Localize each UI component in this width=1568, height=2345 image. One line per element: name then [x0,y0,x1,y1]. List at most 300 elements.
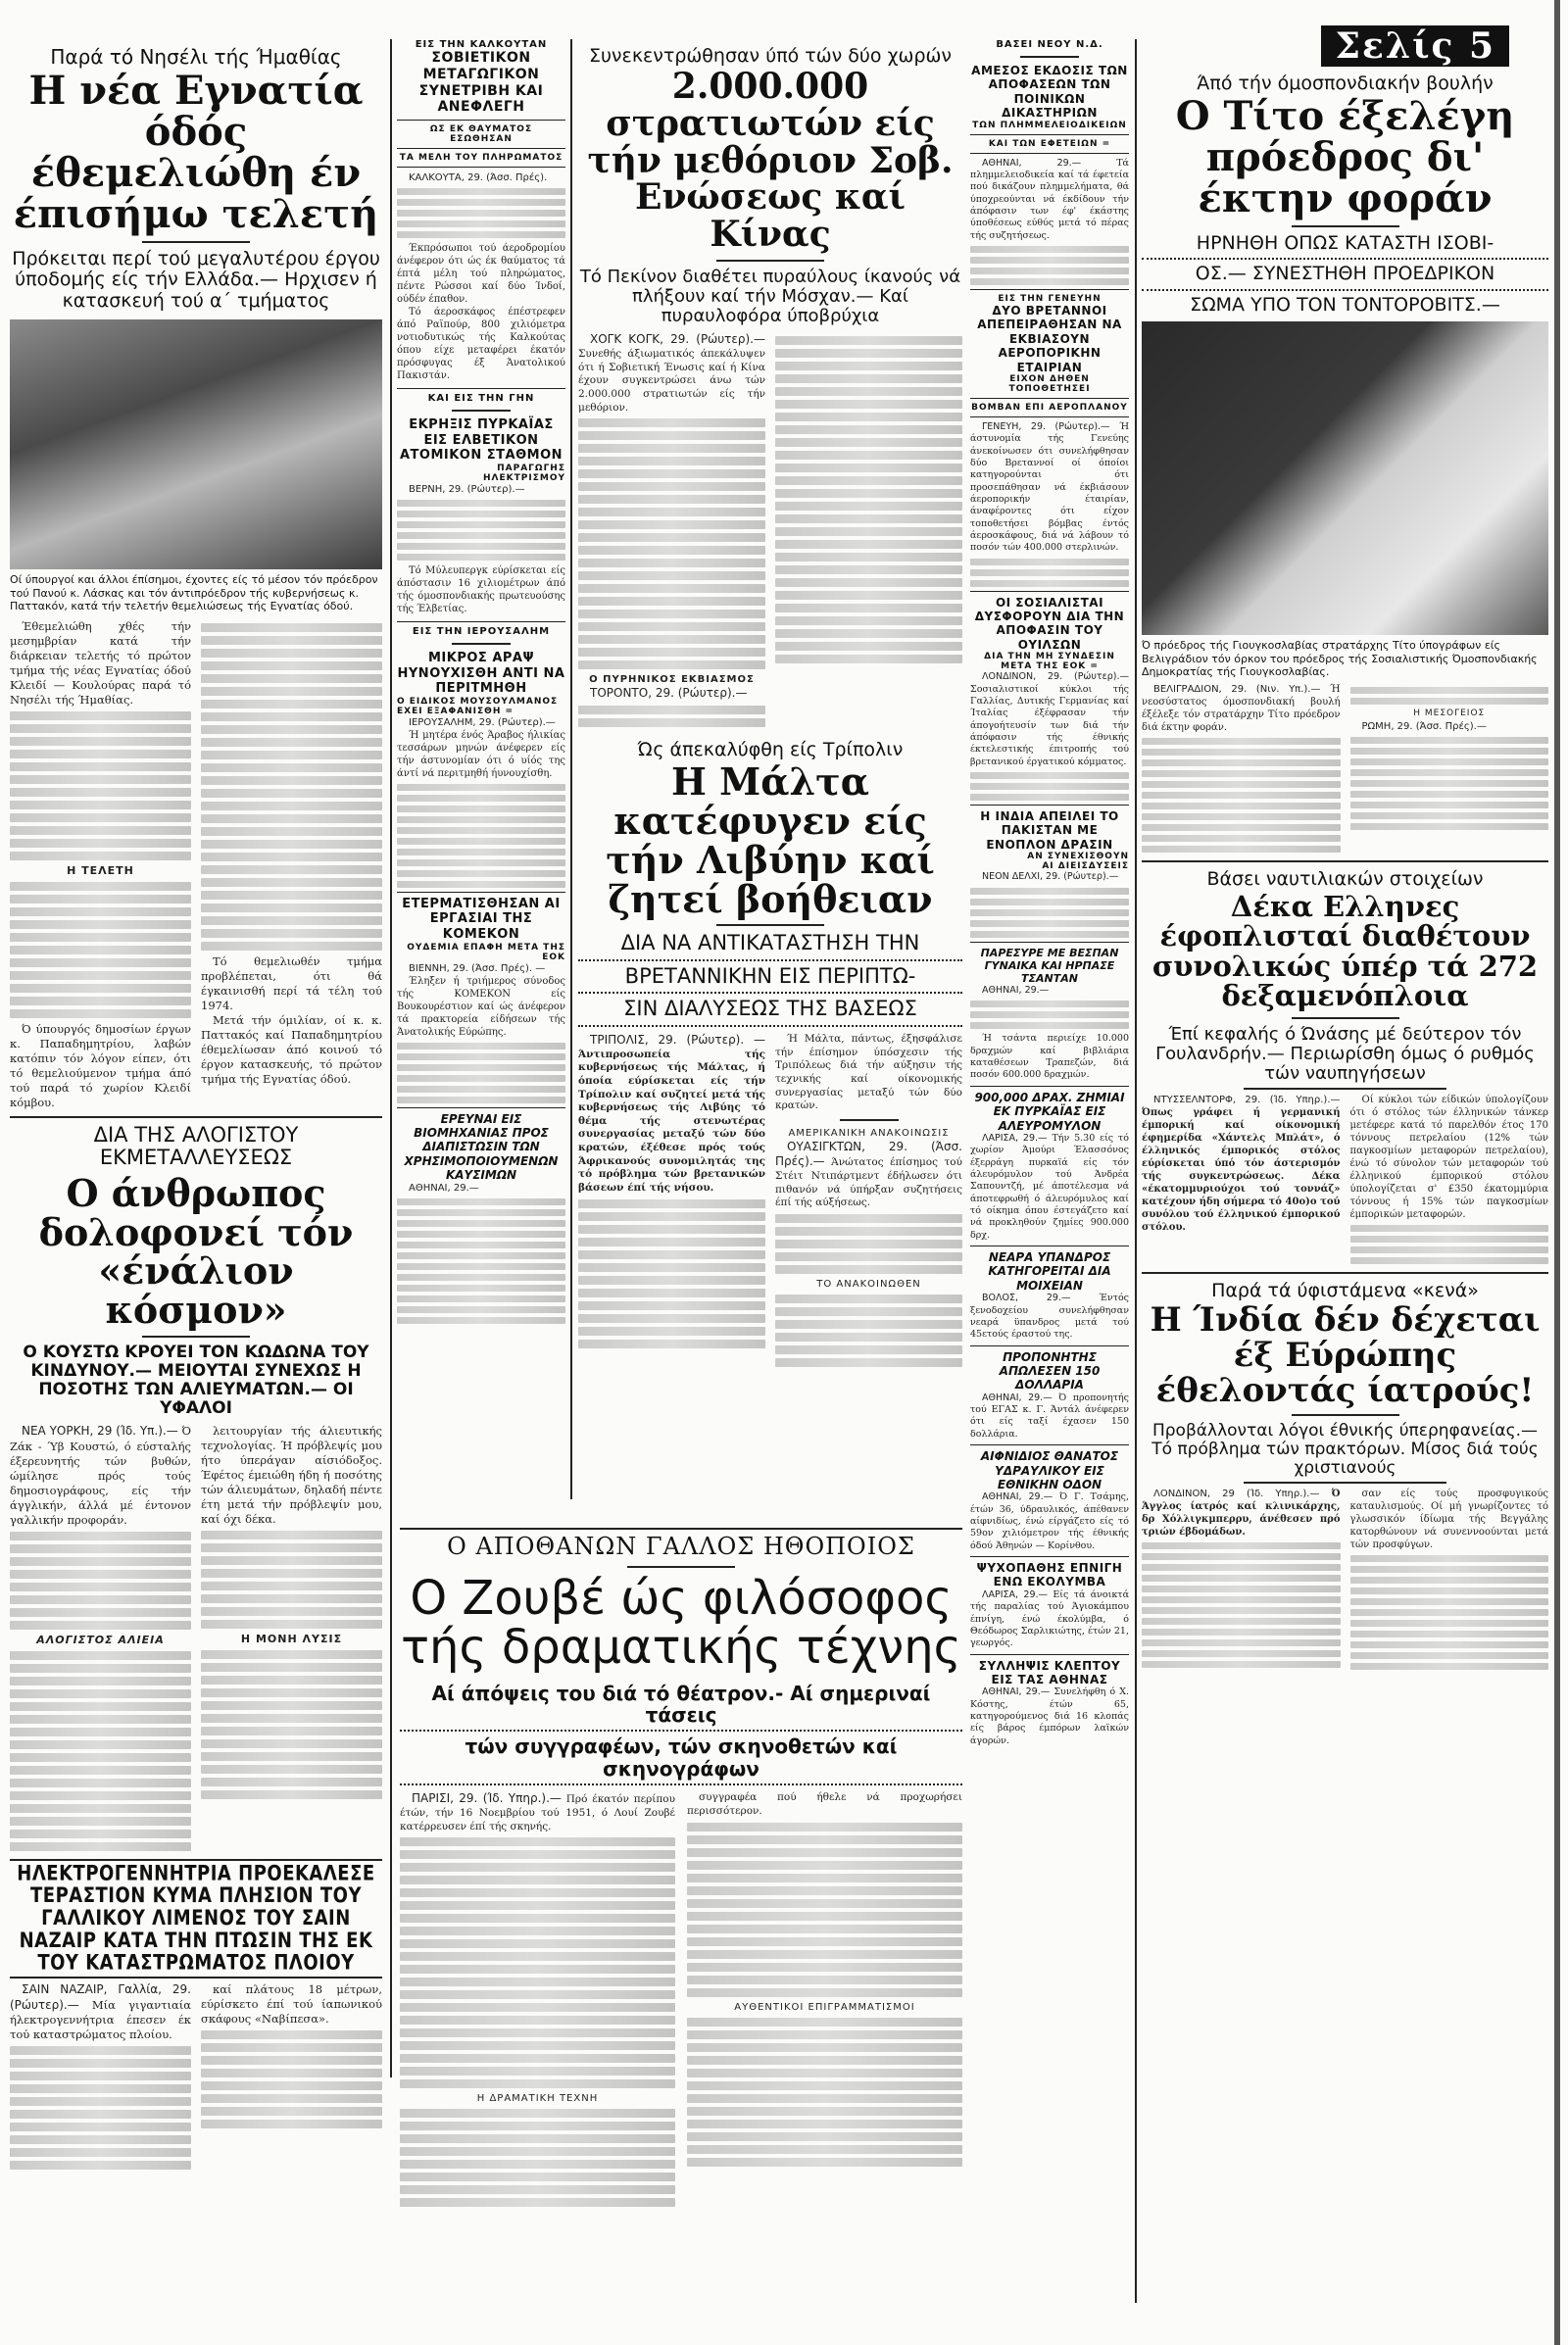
subsection-heading: ΤΟ ΑΝΑΚΟΙΝΩΘΕΝ [816,1279,921,1291]
text-line-placeholder [10,2110,191,2119]
text-line-placeholder [687,1988,962,1997]
text-line-placeholder [970,909,1129,916]
kicker: Βάσει ναυτιλιακών στοιχείων [1206,868,1484,891]
text-line-placeholder [10,2059,191,2068]
text-line-placeholder [201,1620,382,1629]
text-line-placeholder [10,933,191,942]
text-line-placeholder [397,554,565,561]
text-line-placeholder [10,984,191,993]
text-line-placeholder [1350,823,1549,830]
text-line-placeholder [1350,687,1549,694]
text-line-placeholder [10,895,191,904]
text-line-placeholder [201,1556,382,1565]
paragraph: Τήν 5.30 είς τό χωρίον Άμούρι Έλασσόνος έξερράγη πυρκαϊά είς τόν άλευρόμυλον τού Άνδρέα Σαπουντζή, μέ άποτέλεσμα νά άποτεφρωθή ό άλευρόμυλος καί τό οίκημα όπου έστεγάζετο καί νά προκληθούν ζημίες 900.000 δρχ. [970,1132,1129,1241]
headline: ΑΜΕΣΟΣ ΕΚΔΟΣΙΣ ΤΩΝ ΑΠΟΦΑΣΕΩΝ ΤΩΝ ΠΟΙΝΙΚΩΝ ΔΙΚΑΣΤΗΡΙΩΝ [971,64,1128,121]
text-line-placeholder [10,1779,191,1787]
text-line-placeholder [578,622,765,631]
text-line-placeholder [10,2097,191,2106]
dateline: ΒΙΕΝΝΗ, 29. (Άσσ. Πρές). — [409,962,546,974]
text-line-placeholder [397,220,565,227]
subhead: ΩΣ ΕΚ ΘΑΥΜΑΤΟΣ ΕΣΩΘΗΣΑΝ [429,124,533,145]
subhead: ΟΥΔΕΜΙΑ ΕΠΑΦΗ ΜΕΤΑ ΤΗΣ ΕΟΚ [407,942,565,962]
dateline: ΤΟΡΟΝΤΟ, 29. (Ρώυτερ).— [590,686,748,701]
headline: Η Μάλτα κατέφυγεν είς τήν Λιβύην καί ζητεί βοήθειαν [606,758,935,921]
column-1 [10,39,382,2174]
text-line-placeholder [775,1214,962,1223]
text-line-placeholder [400,2054,675,2063]
text-line-placeholder [201,1688,382,1697]
subsection-heading: ΑΥΘΕΝΤΙΚΟΙ ΕΠΙΓΡΑΜΜΑΤΙΣΜΟΙ [734,2001,915,2013]
text-line-placeholder [1142,1661,1341,1668]
text-line-placeholder [201,674,382,683]
paragraph: Πρό έκατόν περίπου έτών, τήν 16 Νοεμβρίου τού 1951, ό Λουί Ζουβέ κατέρρευσεν έπί τής σκηνής. [400,1793,675,1832]
text-line-placeholder [578,610,765,618]
text-line-placeholder [1350,1225,1549,1232]
text-line-placeholder [578,457,765,465]
text-line-placeholder [775,604,962,612]
text-line-placeholder [578,1238,765,1246]
dateline: ΑΘΗΝΑΙ, 29.— [982,157,1082,169]
text-line-placeholder [397,199,565,206]
dateline: ΒΟΛΟΣ, 29.— [982,1293,1071,1304]
text-line-placeholder [10,801,191,809]
text-line-placeholder [578,571,765,580]
text-line-placeholder [201,623,382,632]
text-line-placeholder [10,920,191,929]
text-line-placeholder [1142,770,1341,777]
text-line-placeholder [1350,1246,1549,1253]
text-line-placeholder [397,806,565,812]
text-line-placeholder [775,553,962,562]
column-rule [570,39,572,1499]
text-line-placeholder [201,1594,382,1603]
text-line-placeholder [1350,1236,1549,1243]
text-line-placeholder [10,711,191,720]
kicker: ΕΙΣ ΤΗΝ ΚΑΛΚΟΥΤΑΝ [415,39,548,50]
text-line-placeholder [578,444,765,453]
text-line-placeholder [1350,1620,1549,1627]
paragraph: Σοσιαλιστικοί κύκλοι τής Γαλλίας, Δυτικής Γερμανίας καί Ίταλίας έξέφρασαν τήν άπογοήτευσίν των διά τήν άπόφασιν τής έθνικής έκτελεστικής έπιτροπής τού βρετανικού έργατικού κόμματος. [970,683,1129,767]
paragraph: Συνεθής άξιωματικός άπεκάλυψεν ότι ή Σοβιετική Ένωσις καί ή Κίνα έχουν συγκεντρώσει άνω τών 2.000.000 στρατιωτών είς τήν μεθόριον. [578,348,765,414]
text-line-placeholder [201,1790,382,1799]
text-line-placeholder [578,1212,765,1221]
article-jouvet [400,1524,962,2211]
text-line-placeholder [10,1570,191,1579]
text-line-placeholder [397,1097,565,1103]
text-line-placeholder [201,725,382,734]
headline: Η νέα Εγνατία όδός έθεμελιώθη έν έπισήμω τελετή [13,68,379,237]
text-line-placeholder [201,751,382,759]
subhead: ΗΡΝΗΘΗ ΟΠΩΣ ΚΑΤΑΣΤΗ ΙΣΟΒΙ- [1196,232,1494,254]
text-line-placeholder [687,1861,962,1870]
text-line-placeholder [201,891,382,900]
text-line-placeholder [400,2198,675,2207]
text-line-placeholder [400,1990,675,1999]
text-line-placeholder [578,1225,765,1234]
subsection-heading: Η ΤΕΛΕΤΗ [67,863,134,877]
kicker: ΕΙΣ ΤΗΝ ΓΕΝΕΥΗΝ [998,293,1102,304]
text-line-placeholder [775,1345,962,1354]
text-line-placeholder [775,349,962,358]
subhead: ΣΩΜΑ ΥΠΟ ΤΟΝ ΤΟΝΤΟΡΟΒΙΤΣ.— [1190,293,1500,316]
text-line-placeholder [775,413,962,421]
subsection-heading: ΑΛΟΓΙΣΤΟΣ ΑΛΙΕΙΑ [36,1633,165,1646]
text-line-placeholder [1142,738,1341,745]
text-line-placeholder [970,899,1129,905]
paragraph: Ή τσάντα περιείχε 10.000 δραχμών καί βιβλιάρια καταθέσεων Τραπεζών, διά ποσόν 600.000 δραχμών. [970,1033,1129,1081]
column-4 [970,39,1129,1747]
text-line-placeholder [397,838,565,845]
headline: Η Ίνδία δέν δέχεται έξ Εύρώπης έθελοντάς ίατρούς! [1150,1300,1541,1410]
text-line-placeholder [1350,698,1549,705]
text-line-placeholder [400,2109,675,2118]
text-line-placeholder [578,431,765,440]
paragraph: Ή Μάλτα, πάντως, έξησφάλισε τήν έπίσημον ύπόσχεσιν τής Τριπόλεως διά τήν αύξησιν τής τεχνικής καί οίκονομικής συνεργασίας μεταξύ τών δύο κρατών. [775,1033,962,1112]
dateline: ΧΟΓΚ ΚΟΓΚ, 29. (Ρώυτερ).— [590,332,765,347]
dateline: ΣΑΙΝ ΝΑΖΑΙΡ, Γαλλία, 29. (Ρώυτερ).— [10,1982,191,2012]
text-line-placeholder [687,2107,962,2116]
text-line-placeholder [970,580,1129,587]
text-line-placeholder [1350,780,1549,787]
kicker: ΔΙΑ ΤΗΣ ΑΛΟΓΙΣΤΟΥ ΕΚΜΕΤΑΛΛΕΥΣΕΩΣ [93,1122,299,1170]
text-line-placeholder [578,495,765,504]
text-line-placeholder [775,362,962,370]
article-saint-nazaire [10,1860,382,2174]
text-line-placeholder [578,1340,765,1348]
text-line-placeholder [397,870,565,877]
text-line-placeholder [397,1252,565,1259]
kicker: ΚΑΙ ΕΙΣ ΤΗΝ ΓΗΝ [427,393,535,405]
text-line-placeholder [687,1976,962,1984]
dateline: ΝΤΥΣΣΕΛΝΤΟΡΦ, 29. (Ίδ. Υπηρ.).— [1153,1095,1341,1106]
paragraph: Συνελήφθη ό Χ. Κόστης, έτών 65, κατηγορούμενος διά 16 κλοπάς είς βάρος έμπόρων λαϊκών άγορών. [970,1686,1129,1746]
text-line-placeholder [578,418,765,427]
text-line-placeholder [775,1358,962,1367]
headline: ΠΑΡΕΣΥΡΕ ΜΕ ΒΕΣΠΑΝ ΓΥΝΑΙΚΑ ΚΑΙ ΗΡΠΑΣΕ ΤΣΑΝΤΑΝ [980,946,1119,985]
column-5 [1142,25,1548,1674]
text-line-placeholder [970,246,1129,253]
kicker: Συνεκεντρώθησαν ύπό τών δύο χωρών [588,45,953,67]
text-line-placeholder [1350,1609,1549,1616]
text-line-placeholder [201,1607,382,1616]
paragraph: Έντός ξενοδοχείου συνελήφθησαν νεαρά ϋπανδρος μετά τού 45ετούς έραστού της. [970,1293,1129,1341]
text-line-placeholder [687,2081,962,2090]
text-line-placeholder [10,1791,191,1800]
text-line-placeholder [687,1874,962,1882]
dateline: ΒΕΡΝΗ, 29. (Ρώυτερ).— [409,483,525,495]
dateline: ΛΑΡΙΣΑ, 29.— [982,1588,1049,1600]
text-line-placeholder [578,508,765,516]
text-line-placeholder [687,2069,962,2077]
article-tito [1142,73,1548,856]
text-line-placeholder [775,578,962,587]
text-line-placeholder [775,438,962,447]
text-line-placeholder [1350,769,1549,776]
text-line-placeholder [578,482,765,491]
headline: ΠΡΟΠΟΝΗΤΗΣ ΑΠΩΛΕΣΕΝ 150 ΔΟΛΛΑΡΙΑ [999,1349,1101,1392]
text-line-placeholder [10,1557,191,1566]
text-line-placeholder [687,1835,962,1844]
text-line-placeholder [397,1220,565,1227]
text-line-placeholder [397,1198,565,1205]
text-line-placeholder [10,1842,191,1851]
text-line-placeholder [1350,748,1549,755]
paragraph: σαν είς τούς προσφυγικούς καταυλισμούς. Οί μή γνωρίζοντες τό γλωσσικόν ίδίωμα τής Βεγγάλης κατορθώνουν νά συνεννοούνται μετά τών προσφύγων. [1349,1489,1548,1551]
text-line-placeholder [578,520,765,529]
text-line-placeholder [10,788,191,797]
text-line-placeholder [400,1901,675,1910]
text-line-placeholder [775,425,962,434]
text-line-placeholder [775,1240,962,1248]
text-line-placeholder [1142,813,1341,820]
divider [142,241,250,243]
subhead: Αί άπόψεις του διά τό θέατρον.- Αί σημεριναί τάσεις [431,1681,931,1728]
kicker: Άπό τήν όμοσπονδιακήν βουλήν [1197,73,1494,94]
headline: Ο άνθρωπος δολοφονεί τόν «ένάλιον κόσμον» [38,1170,354,1333]
text-line-placeholder [1142,1639,1341,1646]
text-line-placeholder [1350,1652,1549,1659]
subsection-heading: Η ΔΡΑΜΑΤΙΚΗ ΤΕΧΝΗ [476,2093,599,2105]
text-line-placeholder [397,784,565,791]
kicker: ΒΑΣΕΙ ΝΕΟΥ Ν.Δ. [996,39,1103,50]
text-line-placeholder [201,687,382,696]
text-line-placeholder [578,1301,765,1310]
subsection-heading: ΑΜΕΡΙΚΑΝΙΚΗ ΑΝΑΚΟΙΝΩΣΙΣ [788,1127,950,1139]
text-line-placeholder [201,789,382,798]
paragraph: Είς τά άνοικτά τής παραλίας τού Άγιοκάμπου έπνίγη, ένώ έκολύμβα, ό Θεόδωρος Σαρλικιώτης, έτών 21, γεωργός. [970,1588,1129,1649]
text-line-placeholder [10,2046,191,2055]
text-line-placeholder [400,2067,675,2076]
lead-paragraph: Ό Άγγλος ίατρός καί κλινικάρχης, δρ Χόλλιγκμπερρυ, άνέθεσεν πρό τριών έβδομάδων. [1142,1489,1341,1539]
text-line-placeholder [1142,824,1341,831]
text-line-placeholder [1142,1596,1341,1603]
text-line-placeholder [201,1752,382,1761]
text-line-placeholder [201,712,382,721]
text-line-placeholder [775,616,962,625]
text-line-placeholder [775,642,962,651]
dateline: ΒΕΛΙΓΡΑΔΙΟΝ, 29. (Νιν. Υπ.).— [1153,684,1321,696]
text-line-placeholder [775,1265,962,1274]
text-line-placeholder [1350,1577,1549,1584]
text-line-placeholder [10,839,191,848]
page-number-masthead: Σελίς 5 [1321,25,1509,67]
text-line-placeholder [397,1086,565,1093]
paragraph: Τά πλημμελειοδικεία καί τά έφετεία πού δικάζουν πλημμελήματα, θά ύποχρεούνται νά έκδίδουν τήν άπόφασιν των έφ' έκάστης ύποθέσεως εύθύς μετά τό πέρας τής συζητήσεως. [970,157,1129,241]
paragraph: Έθεμελιώθη χθές τήν μεσημβρίαν κατά τήν διάρκειαν τελετής τό πρώτον τμήμα τής νέας Εγνατίας όδού Κλειδί — Κουλούρας παρά τό Νησέλι τής Ήμαθίας. [10,619,191,707]
text-line-placeholder [1142,749,1341,756]
paragraph: Μία γιγαντιαία ήλεκτρογεννήτρια έπεσεν έκ τού καταστρώματος πλοίου. [10,1997,191,2042]
text-line-placeholder [201,649,382,658]
text-line-placeholder [1142,1650,1341,1657]
text-line-placeholder [400,2134,675,2143]
headline: ΔΥΟ ΒΡΕΤΑΝΝΟΙ ΑΠΕΠΕΙΡΑΘΗΣΑΝ ΝΑ ΕΚΒΙΑΣΟΥΝ ΑΕΡΟΠΟΡΙΚΗΝ ΕΤΑΙΡΙΑΝ [977,303,1122,374]
text-line-placeholder [201,1778,382,1786]
column-3 [578,39,962,1371]
text-line-placeholder [10,1753,191,1762]
text-line-placeholder [201,738,382,747]
text-line-placeholder [400,2160,675,2169]
text-line-placeholder [1350,758,1549,765]
text-line-placeholder [397,521,565,528]
text-line-placeholder [10,1009,191,1018]
text-line-placeholder [775,489,962,498]
paragraph: Τό Μύλευπεργκ εύρίσκεται είς άπόστασιν 16 χιλιομέτρων άπό τής όμοσπονδιακής πρωτευούσης τής Έλβετίας. [397,564,565,614]
text-line-placeholder [397,511,565,517]
text-line-placeholder [397,859,565,866]
text-line-placeholder [201,1765,382,1774]
text-line-placeholder [10,1702,191,1711]
paragraph: συγγραφέα πού ήθελε νά προχωρήσει περισσότερον. [687,1791,962,1817]
text-line-placeholder [400,1914,675,1923]
paragraph: Ή άστυνομία τής Γενεύης άνεκοίνωσεν ότι συνελήφθησαν δύο Βρεταννοί οί όποίοι κατηγορούνται ότι προσεπάθησαν νά έκβιάσουν άεροπορικήν έταιρίαν, άναφέροντες ότι είχον τοποθετήσει βόμβας έντός άεροσκάφους, διά νά λάβουν τό ποσόν τών 400.000 στερλινών. [970,420,1129,554]
text-line-placeholder [578,559,765,567]
kicker: Ώς άπεκαλύφθη είς Τρίπολιν [637,738,904,760]
text-line-placeholder [970,931,1129,938]
text-line-placeholder [687,1899,962,1908]
photo-caption: Οί ύπουργοί και άλλοι έπίσημοι, έχοντες είς τό μέσον τόν πρόεδρον τού Πανού κ. Λάσκας και τόν άντιπρόεδρον τής κυβερνήσεως κ. Παττακόν, κατά τήν τελετήν θεμελιώσεως τής Εγνατίας όδού. [10,572,378,613]
text-line-placeholder [400,2003,675,2012]
text-line-placeholder [201,763,382,772]
text-line-placeholder [687,2018,962,2027]
headline: ΟΙ ΣΟΣΙΑΛΙΣΤΑΙ ΔΥΣΦΟΡΟΥΝ ΔΙΑ ΤΗΝ ΑΠΟΦΑΣΙΝ ΤΟΥ ΟΥΙΛΣΩΝ [974,595,1125,652]
subhead: Ο ΕΙΔΙΚΟΣ ΜΟΥΣΟΥΛΜΑΝΟΣ ΕΧΕΙ ΕΞΑΦΑΝΙΣΘΗ = [397,696,559,716]
text-line-placeholder [201,814,382,823]
text-line-placeholder [775,655,962,663]
text-line-placeholder [10,1728,191,1736]
headline: ΕΡΕΥΝΑΙ ΕΙΣ ΒΙΟΜΗΧΑΝΙΑΣ ΠΡΟΣ ΔΙΑΠΙΣΤΩΣΙΝ ΤΩΝ ΧΡΗΣΙΜΟΠΟΙΟΥΜΕΝΩΝ ΚΑΥΣΙΜΩΝ [404,1111,559,1183]
text-line-placeholder [201,2043,382,2052]
subhead: ΑΙ ΔΙΕΙΣΔΥΣΕΙΣ [1042,861,1129,872]
text-line-placeholder [400,1837,675,1846]
text-line-placeholder [775,591,962,600]
paragraph: Μετά τήν όμιλίαν, οί κ. κ. Παττακός καί Παπαδημητρίου έθεμελίωσαν άπό κοινού τό έργον κατασκευής, τό πρώτον τμήμα τής Εγνατίας όδού. [201,1012,382,1086]
text-line-placeholder [201,1714,382,1723]
text-line-placeholder [687,1886,962,1895]
text-line-placeholder [1142,1542,1341,1549]
text-line-placeholder [10,1664,191,1673]
dateline: ΑΘΗΝΑΙ, 29.— [409,1183,479,1195]
text-line-placeholder [400,2041,675,2050]
text-line-placeholder [775,540,962,549]
text-line-placeholder [970,268,1129,274]
dateline: ΛΑΡΙΣΑ, 29.— [982,1132,1048,1144]
text-line-placeholder [687,1950,962,1959]
text-line-placeholder [10,2072,191,2080]
kicker: Παρά τά ύφιστάμενα «κενά» [1211,1280,1479,1302]
text-line-placeholder [687,2120,962,2128]
paragraph: Ή μητέρα ένός Άραβος ήλικίας τεσσάρων μηνών άνέφερεν είς τήν άστυνομίαν ότι ό υίός της άντί νά περιτμηθή ήυνουχίσθη. [397,729,565,779]
text-line-placeholder [397,1075,565,1082]
text-line-placeholder [1142,1607,1341,1614]
subhead: ΟΣ.— ΣΥΝΕΣΤΗΘΗ ΠΡΟΕΔΡΙΚΟΝ [1195,263,1495,285]
subsection-heading: Ο ΠΥΡΗΝΙΚΟΣ ΕΚΒΙΑΣΜΟΣ [589,674,755,686]
subhead: ΔΙΑ ΤΗΝ ΜΗ ΣΥΝΔΕΣΙΝ [984,652,1115,662]
text-line-placeholder [397,881,565,888]
subhead: ΑΝ ΣΥΝΕΧΙΣΘΟΥΝ [1027,852,1129,862]
text-line-placeholder [578,1250,765,1259]
text-line-placeholder [10,1766,191,1775]
text-line-placeholder [10,1532,191,1540]
text-line-placeholder [10,2135,191,2144]
text-line-placeholder [400,1952,675,1961]
text-line-placeholder [400,1876,675,1884]
text-line-placeholder [687,1912,962,1921]
text-line-placeholder [397,500,565,507]
subhead: Ο ΚΟΥΣΤΩ ΚΡΟΥΕΙ ΤΟΝ ΚΩΔΩΝΑ ΤΟΥ ΚΙΝΔΥΝΟΥ.— ΜΕΙΟΥΤΑΙ ΣΥΝΕΧΩΣ Η ΠΟΣΟΤΗΣ ΤΩΝ ΑΛΙΕΥΜΑΤΩΝ.— ΟΙ ΥΦΑΛΟΙ [23,1343,369,1419]
text-line-placeholder [578,469,765,478]
article-egnatia [10,45,382,1110]
headline: 2.000.000 στρατιωτών είς τήν μεθόριον Σοβ. Ενώσεως καί Κίνας [587,66,954,256]
text-line-placeholder [397,795,565,802]
text-line-placeholder [397,816,565,823]
column-rule [1135,39,1137,2303]
text-line-placeholder [775,514,962,523]
text-line-placeholder [970,257,1129,264]
text-line-placeholder [201,636,382,645]
text-line-placeholder [400,2016,675,2025]
dateline: ΤΡΙΠΟΛΙΣ, 29. (Ρώυτερ). — [590,1033,765,1047]
headline: Η ΙΝΔΙΑ ΑΠΕΙΛΕΙ ΤΟ ΠΑΚΙΣΤΑΝ ΜΕ ΕΝΟΠΛΟΝ ΔΡΑΣΙΝ [980,809,1119,852]
subhead: ΔΙΑ ΝΑ ΑΝΤΙΚΑΤΑΣΤΗΣΗ ΤΗΝ [620,931,920,955]
dateline: ΚΑΛΚΟΥΤΑ, 29. (Άσσ. Πρές). [409,172,548,184]
text-line-placeholder [10,2084,191,2093]
text-line-placeholder [201,776,382,785]
text-line-placeholder [201,942,382,951]
text-line-placeholder [201,904,382,912]
text-line-placeholder [10,813,191,822]
headline: ΗΛΕΚΤΡΟΓΕΝΝΗΤΡΙΑ ΠΡΟΕΚΑΛΕΣΕ ΤΕΡΑΣΤΙΟΝ ΚΥΜΑ ΠΛΗΣΙΟΝ ΤΟΥ ΓΑΛΛΙΚΟΥ ΛΙΜΕΝΟΣ ΤΟΥ ΣΑΙΝ ΝΑΖΑΙΡ ΚΑΤΑ ΤΗΝ ΠΤΩΣΙΝ ΤΗΣ ΕΚ ΤΟΥ ΚΑΤΑΣΤΡΩΜΑΤΟΣ ΠΛΟΙΟΥ [17,1860,375,1975]
text-line-placeholder [10,762,191,771]
text-line-placeholder [1142,835,1341,842]
text-line-placeholder [970,920,1129,927]
text-line-placeholder [970,278,1129,285]
text-line-placeholder [397,210,565,217]
paragraph: Ό ύπουργός δημοσίων έργων κ. Παπαδημητρίου, λαβών κατόπιν τόν λόγον είπεν, ότι τό θεμελιούμενον τμήμα άπό τού παρά τό χωρίον Κλειδί κόμβου. [10,1021,191,1109]
text-line-placeholder [400,2079,675,2088]
text-line-placeholder [201,2094,382,2103]
tito-photo [1142,321,1548,635]
text-line-placeholder [201,700,382,708]
dateline: ΓΕΝΕΥΗ, 29. (Ρώυτερ).— [982,420,1110,432]
text-line-placeholder [397,1242,565,1248]
text-line-placeholder [201,1739,382,1748]
text-line-placeholder [400,1939,675,1948]
text-line-placeholder [970,794,1129,801]
text-line-placeholder [775,1320,962,1329]
headline: ΝΕΑΡΑ ΥΠΑΝΔΡΟΣ ΚΑΤΗΓΟΡΕΙΤΑΙ ΔΙΑ ΜΟΙΧΕΙΑΝ [988,1250,1111,1293]
paragraph: Οί κύκλοι τών είδικών ύπολογίζουν ότι ό στόλος τών έλληνικών τάνκερ μετέφερε κατά τό παρελθόν έτος 170 τόννους πετρελαίου (12% τών παγκοσμίων μεταφορών πετρελαίου), ένώ τό σύνολον τών μεταφορών τού έλληνικού έμπορικού στόλου ύπολογίζεται σ' £350 έκατομμύρια τόννους ή 15% τών παγκοσμίων έμπορικών μεταφορών. [1349,1095,1548,1221]
text-line-placeholder [775,400,962,409]
text-line-placeholder [687,1937,962,1946]
paragraph: Ό προπονητής τού ΕΓΑΣ κ. Γ. Άντάλ άνέφερεν ότι είς ταξί έχασεν 150 δολλάρια. [970,1392,1129,1440]
dateline: ΝΕΑ ΥΟΡΚΗ, 29 (Ίδ. Υπ.).— [22,1424,178,1439]
text-line-placeholder [1350,1566,1549,1573]
text-line-placeholder [201,2056,382,2065]
text-line-placeholder [687,1963,962,1972]
text-line-placeholder [1142,1575,1341,1582]
subhead: Πρόκειται περί τού μεγαλυτέρου έργου ύποδομής είς τήν Ελλάδα.— Ηρχισεν ή κατασκευή τού α΄ τμήματος [12,248,380,312]
dateline: ΡΩΜΗ, 29. (Άσσ. Πρές).— [1361,720,1487,732]
ceremony-photo [10,319,382,569]
text-line-placeholder [397,1043,565,1050]
text-line-placeholder [201,2120,382,2128]
text-line-placeholder [1350,1257,1549,1264]
text-line-placeholder [578,1276,765,1285]
text-line-placeholder [400,2173,675,2181]
text-line-placeholder [10,1804,191,1813]
kicker: Παρά τό Νησέλι τής Ήμαθίας [50,45,342,69]
text-line-placeholder [10,946,191,954]
